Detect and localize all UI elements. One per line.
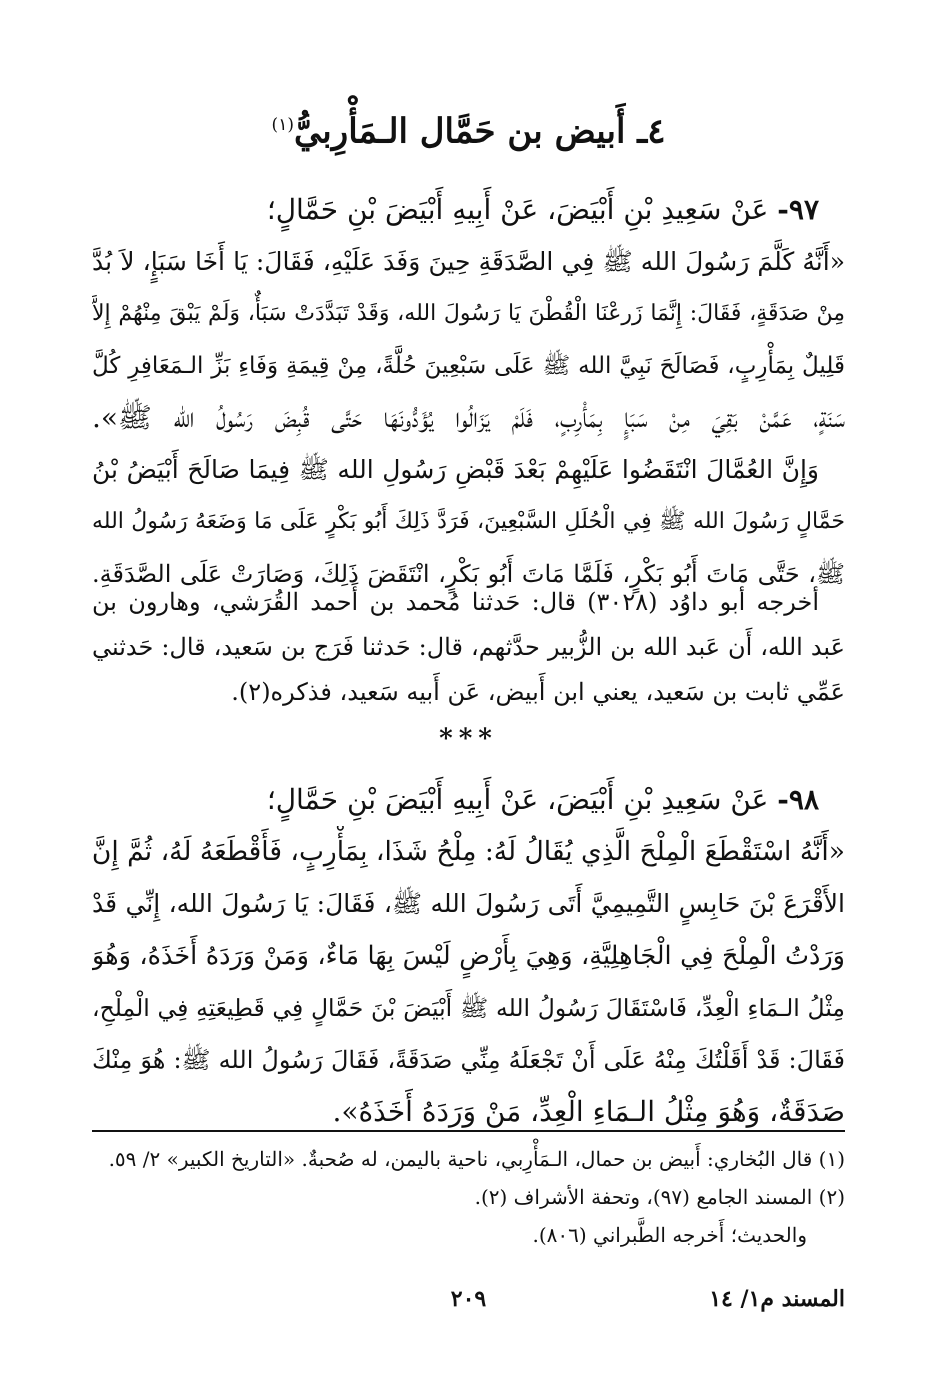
takhrij-line-3: عَمِّي ثابت بن سَعيد، يعني ابن أَبيض، عَن أَبيه سَعيد، فذكره(٢). <box>231 678 845 706</box>
hadith-97-cont-line-2: حَمَّالٍ رَسُولَ الله ﷺ فِي الْحُلَلِ السَّبْعِينَ، فَرَدَّ ذَلِكَ أَبُو بَكْرٍ عَلَى مَا وَضَعَهُ رَسُولُ الله <box>92 509 845 534</box>
section-separator: *** <box>439 724 498 754</box>
hadith-97-line-2: مِنْ صَدَقَةٍ، فَقَالَ: إِنَّمَا زَرعْنَا الْقُطْنَ يَا رَسُولَ الله، وَقَدْ تَبَدَّدَتْ سَبَأٌ، وَلَمْ يَبْقَ مِنْهُمْ إِلاَّ <box>92 301 845 326</box>
chapter-title <box>100 100 837 156</box>
page-number: ٢٠٩ <box>450 1286 487 1312</box>
hadith-98-line-3: وَرَدْتُ الْمِلْحَ فِي الْجَاهِلِيَّةِ، وَهِيَ بِأَرْضٍ لَيْسَ بِهَا مَاءٌ، وَمَنْ وَرَدَهُ أَخَذَهُ، وَهُوَ <box>92 941 845 971</box>
hadith-98-line-5: فَقَالَ: قَدْ أَقَلْتُكَ مِنْهُ عَلَى أَنْ تَجْعَلَهُ مِنِّي صَدَقَةً، فَقَالَ رَسُولُ الله ﷺ: هُوَ مِنْكَ <box>92 1046 845 1074</box>
takhrij-line-1: أخرجه أبو داوُد (٣٠٢٨) قال: حَدثنا مُحمد بن أَحمد القُرَشي، وهارون بن <box>92 588 819 616</box>
hadith-97-number: ٩٧- <box>777 193 819 226</box>
hadith-97-line-4: سَنَةٍ، عَمَّنْ بَقِيَ مِنْ سَبَإٍ بِمَأْرِبٍ، فَلَمْ يَزَالُوا يُؤَدُّونَهَا حَتَّى قُبِضَ رَسُولُ الله ﷺ». <box>92 401 845 434</box>
hadith-97-chain <box>92 184 845 236</box>
footnote-2: (٢) المسند الجامع (٩٧)، وتحفة الأشراف (٢). <box>474 1185 845 1209</box>
chapter-title-text: ٤ـ أَبيض بن حَمَّال الـمَأْرِبيُّ <box>293 111 666 152</box>
hadith-98-line-6: صَدَقَةٌ، وَهُوَ مِثْلُ الـمَاءِ الْعِدِّ، مَنْ وَرَدَهُ أَخَذَهُ». <box>332 1095 845 1128</box>
hadith-98 <box>92 774 845 1138</box>
hadith-97-line-3: قَلِيلٌ بِمَأْرِبٍ، فَصَالَحَ نَبِيَّ الله ﷺ عَلَى سَبْعِينَ حُلَّةً، مِنْ قِيمَةِ وَفَاءِ بَزِّ الـمَعَافِرِ كُلَّ <box>92 353 845 379</box>
hadith-97-line-1: «أَنَّهُ كَلَّمَ رَسُولَ الله ﷺ فِي الصَّدَقَةِ حِينَ وَفَدَ عَلَيْهِ، فَقَالَ: يَا أَخَا سَبَإٍ، لاَ بُدَّ <box>92 247 845 276</box>
footnote-ref-1: (١) <box>271 115 294 135</box>
page-footer <box>92 1286 845 1320</box>
footnotes <box>92 1140 845 1254</box>
hadith-97-cont-line-3: ﷺ، حَتَّى مَاتَ أَبُو بَكْرٍ، فَلَمَّا مَاتَ أَبُو بَكْرٍ، انْتَقَضَ ذَلِكَ، وَصَارَتْ عَلَى الصَّدَقَةِ. <box>92 560 845 588</box>
hadith-97-cont-line-1: وَإِنَّ العُمَّالَ انْتَقَضُوا عَلَيْهِمْ بَعْدَ قَبْضِ رَسُولِ الله ﷺ فِيمَا صَالَحَ أَبْيَضُ بْنُ <box>92 455 819 484</box>
hadith-98-line-4: مِثْلُ الـمَاءِ الْعِدِّ، فَاسْتَقَالَ رَسُولُ الله ﷺ أَبْيَضَ بْنَ حَمَّالٍ فِي قَطِيعَتِهِ فِي الْمِلْحِ، <box>92 994 845 1022</box>
hadith-97-takhrij <box>92 580 845 715</box>
hadith-97 <box>92 184 845 600</box>
footnote-2-continuation: والحديث؛ أَخرجه الطَّبراني (٨٠٦). <box>532 1223 807 1247</box>
hadith-98-line-1: «أَنَّهُ اسْتَقْطَعَ الْمِلْحَ الَّذِي يُقَالُ لَهُ: مِلْحُ شَذَا، بِمَأْرِبٍ، فَأَقْطَعَهُ لَهُ، ثُمَّ إِنَّ <box>92 836 845 867</box>
hadith-98-chain <box>92 774 845 826</box>
footnote-divider <box>92 1130 845 1132</box>
takhrij-line-2: عَبد الله، أَن عَبد الله بن الزُّبير حدَّثهم، قال: حَدثنا فَرَج بن سَعيد، قال: حَدثني <box>92 633 845 661</box>
signature-mark: المسند م١/ ١٤ <box>709 1286 845 1312</box>
footnote-1: (١) قال البُخاري: أَبيض بن حمال، الـمَأْرِبي، ناحية باليمن، له صُحبةٌ. «التاريخ الكبير» ٢/ ٥٩. <box>108 1147 845 1171</box>
hadith-98-line-2: الأَقْرَعَ بْنَ حَابِسٍ التَّمِيمِيَّ أَتَى رَسُولَ الله ﷺ، فَقَالَ: يَا رَسُولَ الله، إِنِّي قَدْ <box>92 889 845 918</box>
hadith-98-number: ٩٨- <box>777 783 819 816</box>
hadith-97-isnad: عَنْ سَعِيدِ بْنِ أَبْيَضَ، عَنْ أَبِيهِ أَبْيَضَ بْنِ حَمَّالٍ؛ <box>266 193 769 226</box>
hadith-98-isnad: عَنْ سَعِيدِ بْنِ أَبْيَضَ، عَنْ أَبِيهِ أَبْيَضَ بْنِ حَمَّالٍ؛ <box>266 783 769 816</box>
